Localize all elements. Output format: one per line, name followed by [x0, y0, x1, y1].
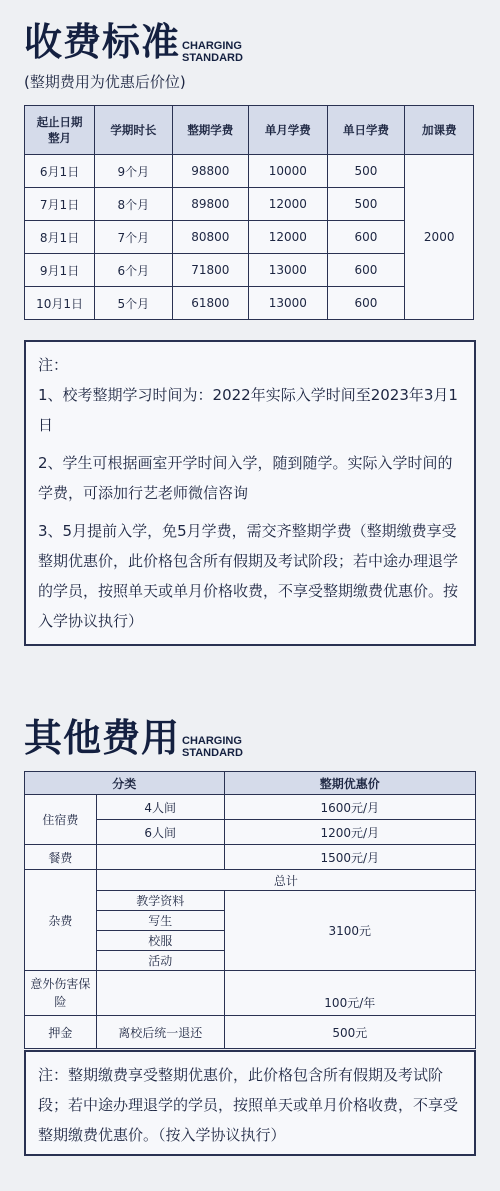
notes-box: [24, 340, 476, 646]
table-row: [25, 795, 476, 820]
note-text: 注：整期缴费享受整期优惠价，此价格包含所有假期及考试阶段；若中途办理退学的学员，按照单天或单月价格收费，不享受整期缴费优惠价。（按入学协议执行）: [38, 1066, 459, 1144]
cell-total: 89800: [172, 188, 249, 221]
table-header-row: [25, 772, 476, 795]
header-start-date: 起止日期整月: [25, 106, 95, 155]
section-en-label: [182, 735, 243, 759]
cell-daily: 600: [327, 254, 405, 287]
section-title-other-fees: 其他费用: [24, 716, 181, 760]
cell-duration: 8个月: [95, 188, 172, 221]
cell-date: 8月1日: [25, 221, 95, 254]
misc-total-label: 总计: [96, 870, 475, 891]
table-row: [25, 1016, 476, 1049]
note-item: 1、校考整期学习时间为：2022年实际入学时间至2023年3月1日: [38, 386, 458, 434]
meals-empty: [96, 845, 224, 870]
room-price: 1200元/月: [224, 820, 475, 845]
cell-daily: 500: [327, 155, 405, 188]
cell-total: 61800: [172, 287, 249, 320]
header-category: 分类: [25, 772, 225, 795]
cell-date: 7月1日: [25, 188, 95, 221]
en-label-line2: STANDARD: [182, 52, 243, 64]
deposit-desc: 离校后统一退还: [96, 1016, 224, 1049]
cell-duration: 9个月: [95, 155, 172, 188]
cell-duration: 7个月: [95, 221, 172, 254]
header-daily-fee: 单日学费: [327, 106, 405, 155]
cell-total: 71800: [172, 254, 249, 287]
header-monthly-fee: 单月学费: [249, 106, 327, 155]
section-title-fees: 收费标准: [24, 20, 181, 64]
meals-price: 1500元/月: [224, 845, 475, 870]
en-label-line1: CHARGING: [182, 40, 242, 52]
cell-date: 6月1日: [25, 155, 95, 188]
tuition-table: [24, 105, 474, 320]
misc-item: 教学资料: [96, 891, 224, 911]
misc-price: 3100元: [224, 891, 475, 971]
cell-total: 98800: [172, 155, 249, 188]
cell-duration: 5个月: [95, 287, 172, 320]
insurance-price: 100元/年: [224, 971, 475, 1016]
header-total-fee: 整期学费: [172, 106, 249, 155]
room-type: 4人间: [96, 795, 224, 820]
lodging-label: 住宿费: [25, 795, 97, 845]
cell-monthly: 13000: [249, 287, 327, 320]
notes-box-bottom: [24, 1050, 476, 1156]
misc-item: 写生: [96, 911, 224, 931]
table-row: [25, 155, 474, 188]
deposit-price: 500元: [224, 1016, 475, 1049]
meals-label: 餐费: [25, 845, 97, 870]
cell-daily: 600: [327, 221, 405, 254]
cell-monthly: 13000: [249, 254, 327, 287]
note-item: 2、学生可根据画室开学时间入学，随到随学。实际入学时间的学费，可添加行艺老师微信咨询: [38, 454, 453, 502]
table-header-row: [25, 106, 474, 155]
header-price: 整期优惠价: [224, 772, 475, 795]
other-fees-table: [24, 771, 476, 1049]
table-row: [25, 971, 476, 1016]
insurance-empty: [96, 971, 224, 1016]
header-duration: 学期时长: [95, 106, 172, 155]
notes-title: 注：: [38, 356, 69, 374]
room-price: 1600元/月: [224, 795, 475, 820]
cell-total: 80800: [172, 221, 249, 254]
misc-item: 活动: [96, 951, 224, 971]
section-en-label: [182, 40, 243, 64]
cell-date: 9月1日: [25, 254, 95, 287]
table-row: [25, 845, 476, 870]
cell-daily: 500: [327, 188, 405, 221]
note-item: 3、5月提前入学，免5月学费，需交齐整期学费（整期缴费享受整期优惠价，此价格包含所有假期及考试阶段；若中途办理退学的学员，按照单天或单月价格收费，不享受整期缴费优惠价。按入学协议执行）: [38, 522, 459, 630]
cell-daily: 600: [327, 287, 405, 320]
room-type: 6人间: [96, 820, 224, 845]
table-row: [25, 870, 476, 891]
header-extra-fee: 加课费: [405, 106, 474, 155]
section-subtitle: (整期费用为优惠后价位): [24, 73, 186, 91]
cell-date: 10月1日: [25, 287, 95, 320]
en-label-line2: STANDARD: [182, 747, 243, 759]
cell-monthly: 10000: [249, 155, 327, 188]
cell-duration: 6个月: [95, 254, 172, 287]
misc-item: 校服: [96, 931, 224, 951]
en-label-line1: CHARGING: [182, 735, 242, 747]
insurance-label: 意外伤害保险: [25, 971, 97, 1016]
deposit-label: 押金: [25, 1016, 97, 1049]
cell-monthly: 12000: [249, 188, 327, 221]
cell-extra-fee: 2000: [405, 155, 474, 320]
cell-monthly: 12000: [249, 221, 327, 254]
misc-label: 杂费: [25, 870, 97, 971]
